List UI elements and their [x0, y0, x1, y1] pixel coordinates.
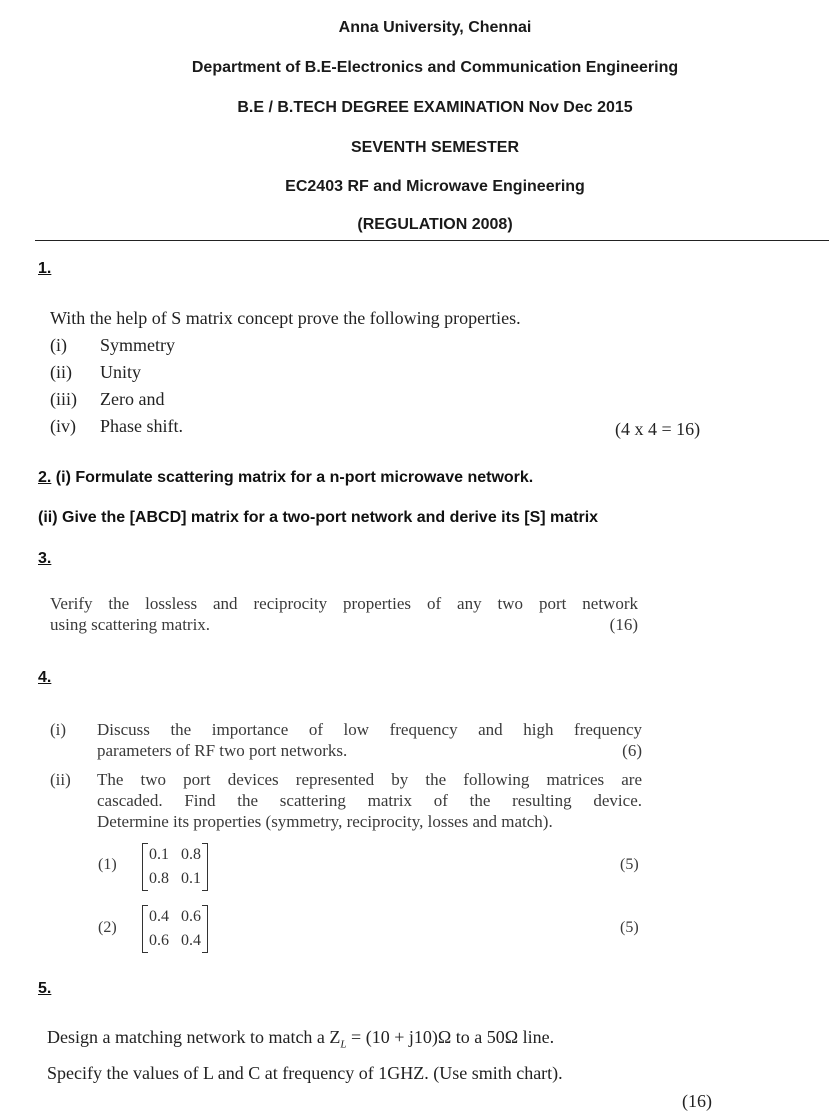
q1-item-label: (iii) — [50, 389, 77, 409]
question-1-marks: (4 x 4 = 16) — [615, 419, 701, 439]
question-1-intro: With the help of S matrix concept prove the following properties. — [50, 308, 521, 328]
q4-part-i-line-2-row — [97, 740, 642, 761]
question-4-part-ii — [50, 769, 642, 832]
question-5-line-1 — [47, 1023, 712, 1059]
question-3-line-2-row — [50, 614, 638, 635]
regulation-title: (REGULATION 2008) — [357, 216, 513, 233]
q4-part-ii-line-2: cascaded. Find the scattering matrix of the resulting device. — [97, 791, 642, 810]
question-2-part-ii: (ii) Give the [ABCD] matrix for a two-port network and derive its [S] matrix — [38, 509, 599, 526]
q5-line-1-rest: = (10 + j10)Ω to a 50Ω line. — [346, 1027, 555, 1047]
question-5-marks: (16) — [682, 1090, 712, 1111]
matrix-2-marks: (5) — [620, 919, 639, 936]
question-3-block — [50, 593, 638, 635]
university-title: Anna University, Chennai — [338, 19, 532, 36]
question-5-number: 5. — [38, 980, 52, 997]
matrix-2-label: (2) — [98, 919, 117, 936]
header-divider — [35, 240, 829, 241]
q4-part-ii-line-3: Determine its properties (symmetry, reciprocity, losses and match). — [97, 812, 553, 831]
q1-item-label: (i) — [50, 335, 67, 355]
question-5-line-2: Specify the values of L and C at frequency of 1GHZ. (Use smith chart). — [47, 1062, 563, 1083]
matrix-1-marks: (5) — [620, 856, 639, 873]
question-2-part-i — [38, 469, 533, 487]
matrix-2 — [142, 905, 208, 953]
question-4-part-i — [50, 719, 642, 761]
q4-part-ii-line-1: The two port devices represented by the following matrices are — [97, 770, 642, 789]
q4-part-i-line-2: parameters of RF two port networks. — [97, 741, 348, 760]
matrix-1-label: (1) — [98, 856, 117, 873]
department-title: Department of B.E-Electronics and Communication Engineering — [191, 59, 679, 76]
q1-item-label: (iv) — [50, 416, 76, 436]
matrix-cell: 0.4 — [181, 932, 201, 949]
matrix-cell: 0.1 — [181, 870, 201, 887]
q4-part-i-label: (i) — [50, 720, 67, 739]
course-title: EC2403 RF and Microwave Engineering — [285, 178, 585, 195]
question-2-part-i-text: (i) Formulate scattering matrix for a n-port microwave network. — [55, 469, 534, 486]
q4-part-i-line-1: Discuss the importance of low frequency and high frequency — [97, 720, 642, 739]
question-3-line-1: Verify the lossless and reciprocity properties of any two port network — [50, 594, 638, 613]
matrix-cell: 0.8 — [149, 870, 169, 887]
question-4-number: 4. — [38, 669, 52, 686]
q1-item-text: Phase shift. — [100, 416, 183, 436]
question-5-block — [47, 1023, 712, 1115]
question-1-number: 1. — [38, 260, 52, 277]
question-3-line-2: using scattering matrix. — [50, 615, 211, 634]
matrix-cell: 0.6 — [149, 932, 169, 949]
q1-item-label: (ii) — [50, 362, 72, 382]
q4-part-i-marks: (6) — [622, 741, 642, 760]
semester-title: SEVENTH SEMESTER — [350, 139, 520, 156]
matrix-cell: 0.4 — [149, 908, 169, 925]
question-3-marks: (16) — [609, 615, 638, 634]
q4-part-ii-label: (ii) — [50, 770, 71, 789]
matrix-cell: 0.1 — [149, 846, 169, 863]
q5-subscript: L — [340, 1038, 347, 1051]
matrix-cell: 0.6 — [181, 908, 201, 925]
q5-line-1-start: Design a matching network to match a Z — [47, 1027, 341, 1047]
matrix-cell: 0.8 — [181, 846, 201, 863]
q1-item-text: Zero and — [100, 389, 165, 409]
q1-item-text: Unity — [100, 362, 142, 382]
question-2-number: 2. — [38, 469, 52, 486]
q1-item-text: Symmetry — [100, 335, 175, 355]
matrix-1 — [142, 843, 208, 891]
exam-title: B.E / B.TECH DEGREE EXAMINATION Nov Dec 2015 — [237, 99, 633, 116]
question-3-number: 3. — [38, 550, 52, 567]
